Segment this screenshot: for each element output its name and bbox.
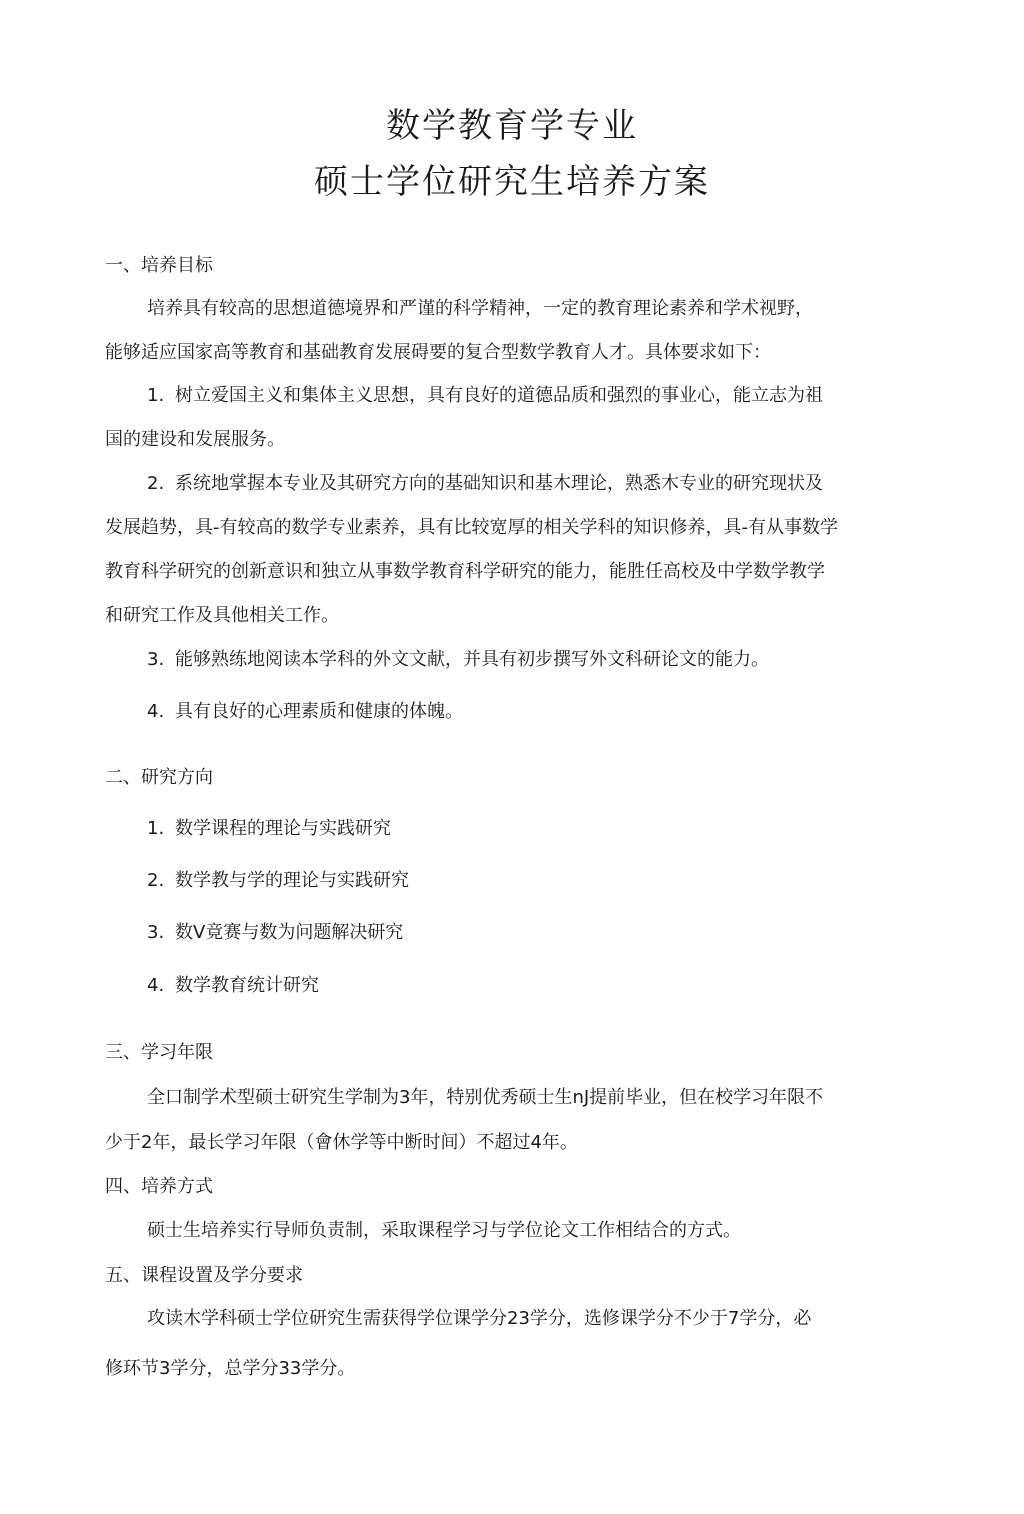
- section2-item2-number: 2.: [147, 870, 165, 891]
- section5-line1: 攻读木学科硕士学位研究生需获得学位课学分23学分，选修课学分不少于7学分，必: [147, 1308, 812, 1329]
- section2-item3: [147, 921, 403, 945]
- section2-item4-text: 数学教育统计研究: [175, 975, 319, 996]
- section1-item4-text: 具有良好的心理素质和健康的体魄。: [175, 701, 463, 722]
- section1-item1-number: 1.: [147, 385, 165, 406]
- section1-item2-number: 2.: [147, 473, 165, 494]
- section1-item1-text: 树立爱国主义和集体主义思想，具有良好的道德品质和强烈的事业心，能立志为祖: [175, 385, 823, 406]
- section2-item1-number: 1.: [147, 818, 165, 839]
- section1-item1-line1: [147, 384, 823, 408]
- section1-item2-line1: [147, 472, 823, 496]
- section1-item2-line4: 和研究工作及具他相关工作。: [105, 605, 339, 626]
- section1-heading: 一、培养目标: [105, 255, 213, 276]
- section3-line1: 全口制学术型硕士研究生学制为3年，特别优秀硕士生nJ提前毕业，但在校学习年限不: [147, 1087, 824, 1108]
- section2-item4: [147, 974, 319, 998]
- section1-item2-line2: 发展趋势，具-有较高的数学专业素养，具有比较宽厚的相关学科的知识修养，具-有从事数学: [105, 517, 838, 538]
- document-title-line2: 硕士学位研究生培养方案: [314, 162, 710, 202]
- section2-item2-text: 数学教与学的理论与实践研究: [175, 870, 409, 891]
- section1-paragraph-line2: 能够适应国家高等教育和基础教育发展碍要的复合型数学教育人才。具体要求如下：: [105, 342, 771, 363]
- section1-item1-line2: 国的建设和发展服务。: [105, 429, 285, 450]
- section1-item4-number: 4.: [147, 701, 165, 722]
- section4-heading: 四、培养方式: [105, 1176, 213, 1197]
- section1-paragraph-line1: 培养具有较高的思想道德境界和严谨的科学精神，一定的教育理论素养和学术视野，: [147, 298, 813, 319]
- section2-heading: 二、研究方向: [105, 767, 213, 788]
- section4-line1: 硕士生培养实行导师负责制，采取课程学习与学位论文工作相结合的方式。: [147, 1220, 741, 1241]
- section2-item3-text: 数V竟赛与数为问题解决研究: [175, 922, 404, 943]
- section1-item3: [147, 648, 769, 672]
- section2-item2: [147, 869, 409, 893]
- section2-item1-text: 数学课程的理论与实践研究: [175, 818, 391, 839]
- section2-item4-number: 4.: [147, 975, 165, 996]
- section5-heading: 五、课程设置及学分要求: [105, 1265, 303, 1286]
- section2-item3-number: 3.: [147, 922, 165, 943]
- section5-line2: 修环节3学分，总学分33学分。: [105, 1358, 356, 1379]
- section2-item1: [147, 817, 391, 841]
- section3-line2: 少于2年，最长学习年限（會休学等中断时间）不超过4年。: [105, 1132, 578, 1153]
- section1-item3-text: 能够熟练地阅读本学科的外文文献，并具有初步撰写外文科研论文的能力。: [175, 649, 769, 670]
- section3-heading: 三、学习年限: [105, 1042, 213, 1063]
- section1-item2-text: 系统地掌握本专业及其研究方向的基础知识和基木理论，熟悉木专业的研究现状及: [175, 473, 823, 494]
- section1-item4: [147, 700, 463, 724]
- section1-item3-number: 3.: [147, 649, 165, 670]
- section1-item2-line3: 教育科学研究的创新意识和独立从事数学教育科学研究的能力，能胜任高校及中学数学教学: [105, 561, 825, 582]
- document-title-line1: 数学教育学专业: [386, 106, 638, 146]
